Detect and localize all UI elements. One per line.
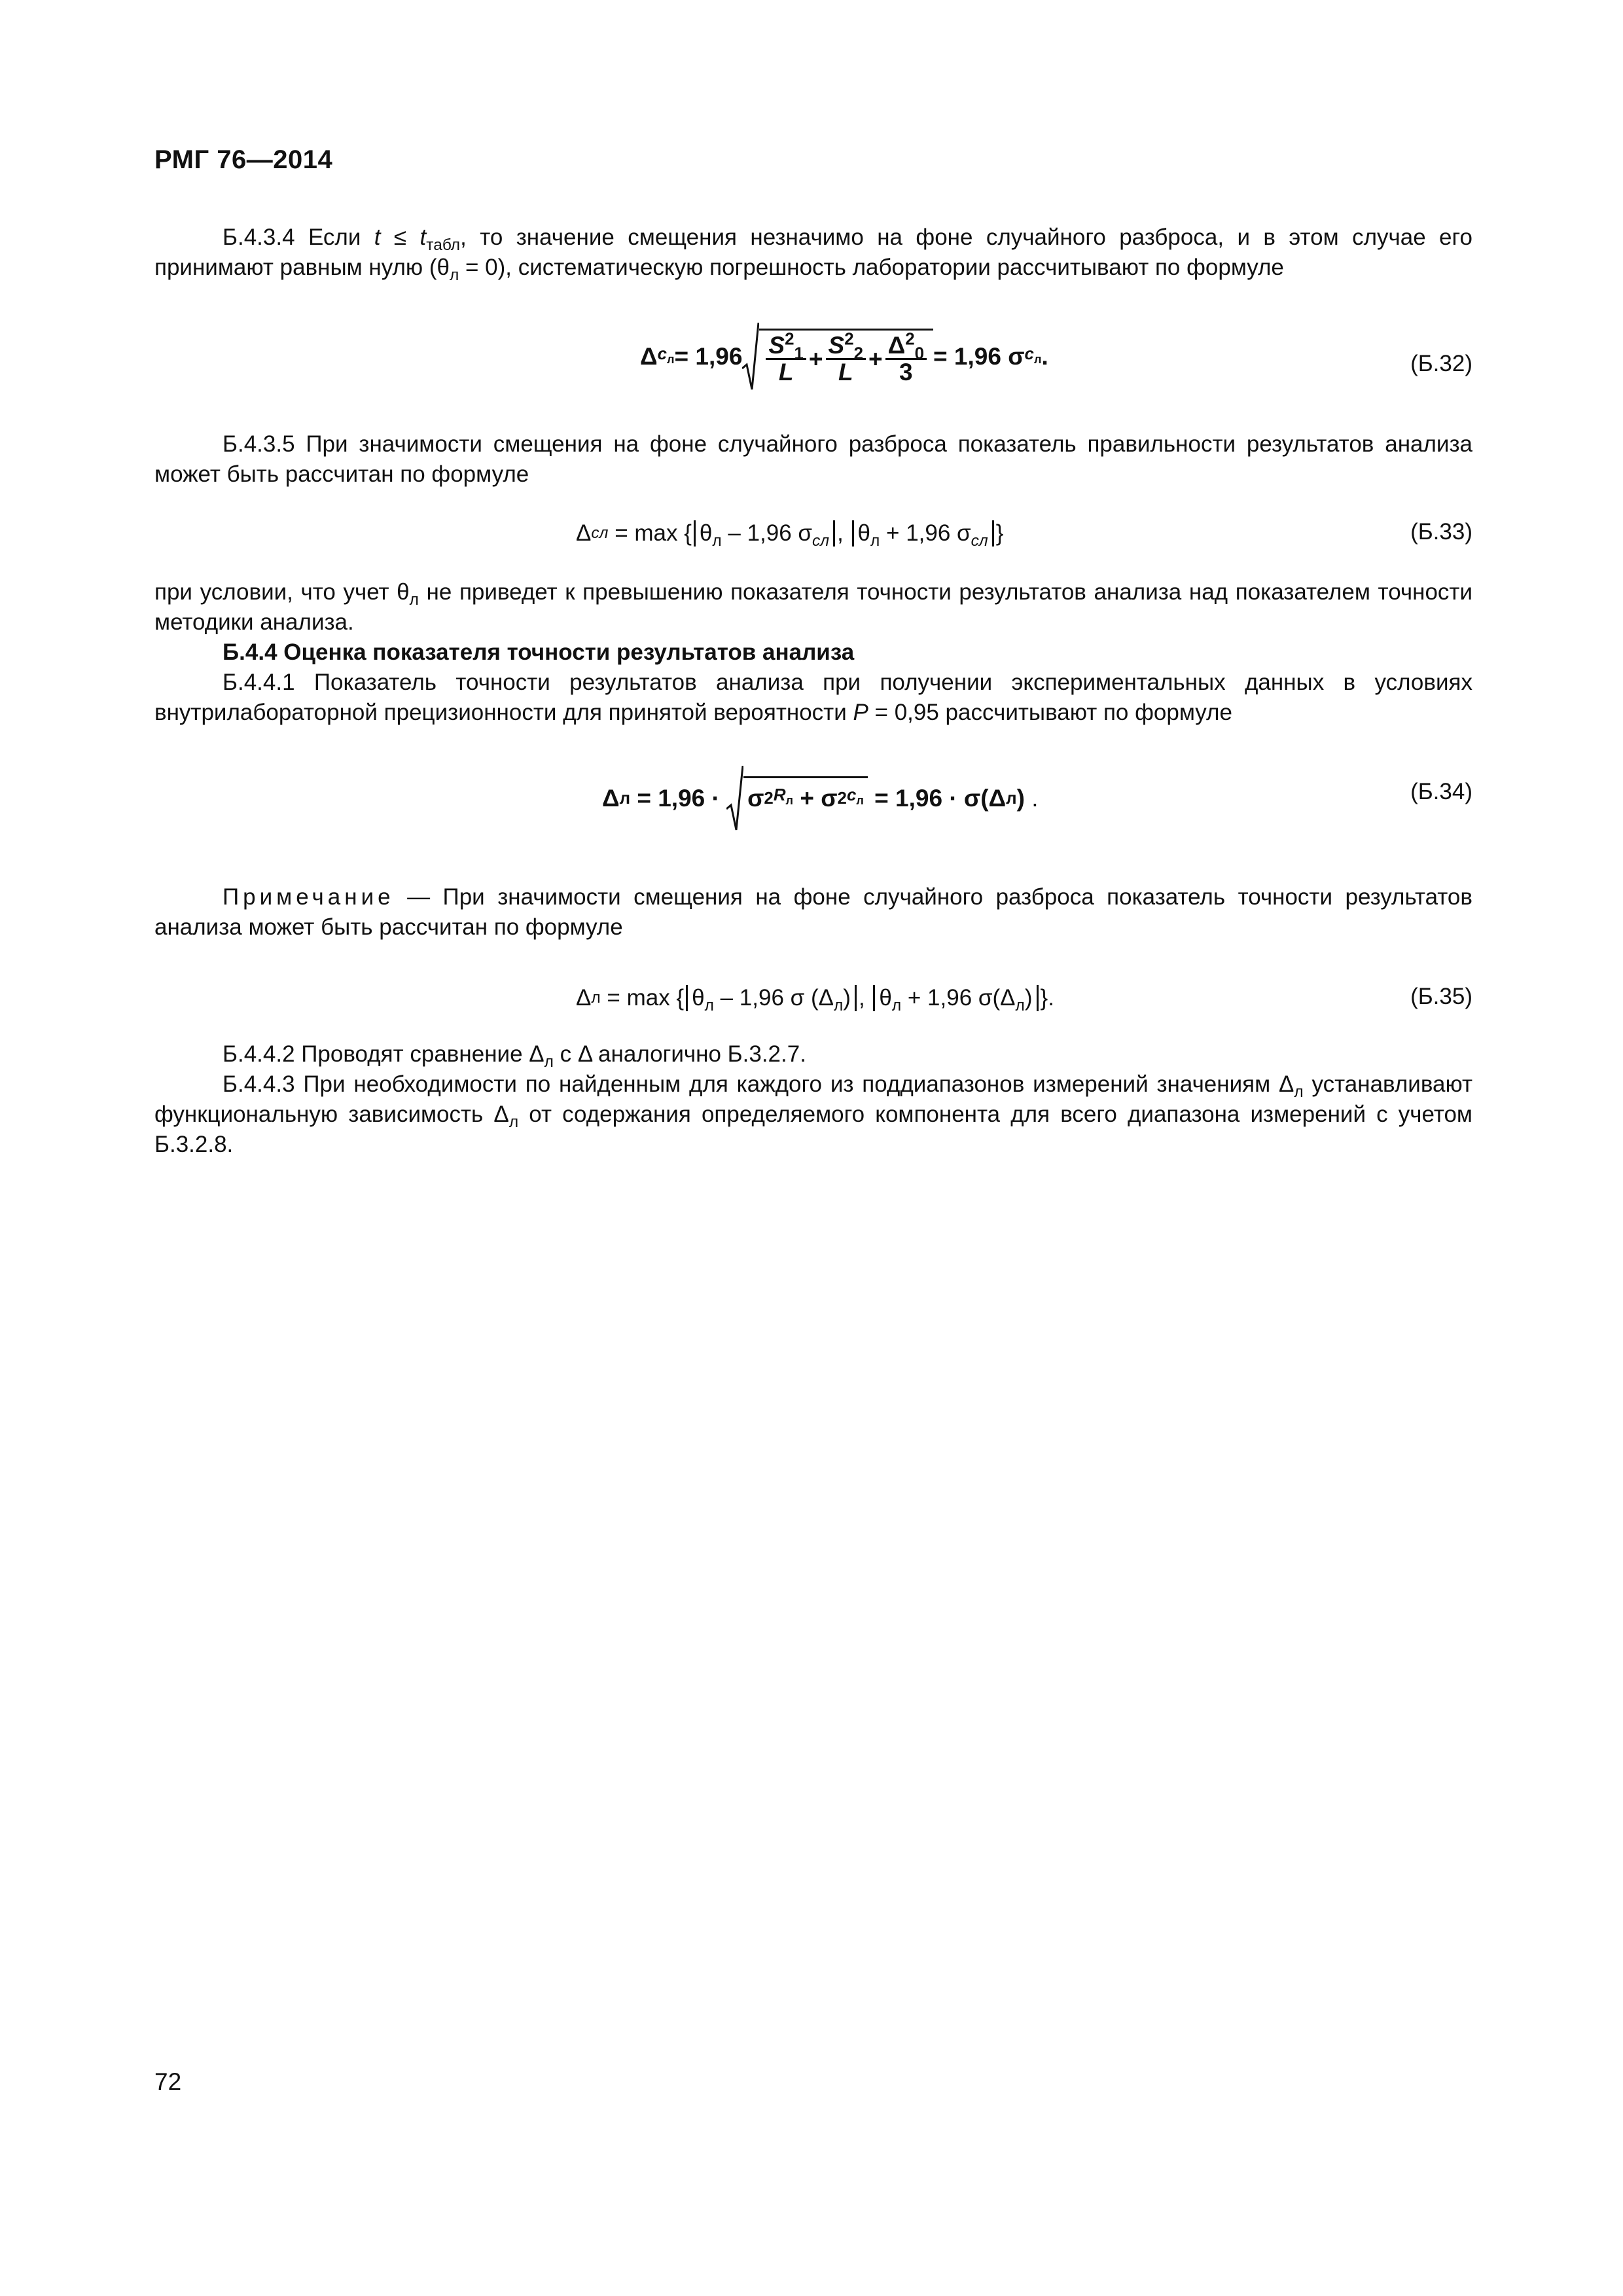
var-s: S: [828, 332, 845, 359]
formula-b34: Δ л = 1,96 · σ 2 $R_л$ + σ 2 $с_л$ = 1,96 · σ(Δ л ) .: [602, 759, 1039, 838]
equation-number-b33: (Б.33): [1410, 519, 1472, 545]
radicand: σ 2 $R_л$ + σ 2 $с_л$: [743, 776, 868, 821]
delta-symbol: Δ: [640, 343, 658, 370]
note-label: Примечание: [223, 884, 395, 910]
paragraph-b435: Б.4.3.5 При значимости смещения на фоне случайного разброса показатель правильности результатов анализа может быть рассчитан по формуле: [154, 431, 1472, 487]
max-open: = max {: [608, 520, 692, 546]
subscript: л: [667, 353, 675, 367]
subscript: л: [544, 1053, 554, 1071]
radical-icon: [726, 766, 743, 831]
document-header: РМГ 76—2014: [154, 145, 333, 174]
text-run: + 1,96 σ(Δ: [901, 985, 1016, 1011]
subscript: л: [712, 532, 722, 550]
radicand: [759, 329, 933, 385]
delta-symbol: Δ: [576, 520, 592, 546]
delta-symbol: Δ: [602, 785, 620, 812]
equation-number-b35: (Б.35): [1410, 984, 1472, 1009]
delta-symbol: Δ: [887, 332, 906, 359]
var-s: S: [768, 332, 785, 359]
paren-close: ): [1016, 785, 1025, 812]
fraction: [766, 330, 806, 386]
subscript: 2: [853, 344, 864, 363]
fraction: [826, 330, 866, 386]
subscript: 1: [794, 344, 804, 363]
plus-sign: +: [868, 345, 883, 372]
paragraph-b443: [154, 1069, 1472, 1160]
max-open: = max {: [600, 985, 685, 1011]
subscript: табл: [426, 236, 461, 254]
paren-close: ): [1024, 985, 1033, 1011]
text-run: — При значимости смещения на фоне случайного разброса показатель точности результатов анализа может быть рассчитан по формуле: [154, 884, 1472, 940]
subscript: л: [1015, 997, 1025, 1014]
superscript: 2: [785, 330, 794, 349]
abs-term-2: [852, 520, 994, 550]
period: .: [1024, 785, 1039, 812]
subscript: с: [657, 344, 667, 363]
subscript: сл: [812, 532, 830, 550]
paragraph-b441: [154, 668, 1472, 728]
max-close: }: [995, 520, 1004, 546]
radical-icon: [742, 323, 759, 391]
text-run: Б.4.4.1 Показатель точности результатов анализа при получении экспериментальных данных в условиях внутрилабораторной прецизионности для принятой вероятности: [154, 670, 1472, 725]
paragraph-b434: [154, 223, 1472, 283]
sqrt-sign: [726, 766, 868, 831]
comma: ,: [837, 520, 850, 546]
equals-coef: = 1,96 ·: [630, 785, 727, 812]
text-run: Б.4.4.3 При необходимости по найденным для каждого из поддиапазонов измерений значениям Δ: [223, 1071, 1294, 1097]
text-run: – 1,96 σ (Δ: [713, 985, 834, 1011]
delta-symbol: Δ: [576, 985, 592, 1011]
text-run: = 0), систематическую погрешность лаборатории рассчитывают по формуле: [459, 255, 1284, 280]
theta-symbol: θ: [699, 520, 713, 546]
paragraph-b442: [154, 1039, 1472, 1069]
paren-close: ): [843, 985, 851, 1011]
abs-term-2: [873, 985, 1038, 1014]
subscript: л: [508, 1113, 519, 1131]
note-paragraph: [154, 882, 1472, 942]
text-run: – 1,96 σ: [721, 520, 813, 546]
text-run: ≤: [380, 224, 420, 250]
subscript: л: [704, 997, 714, 1014]
subscript: л: [409, 591, 419, 609]
superscript: 2: [844, 330, 854, 349]
text-run: устанавливают функциональную зависимость Δ: [154, 1071, 1472, 1127]
text-run: Б.4.3.4 Если: [223, 224, 374, 250]
subscript: с: [1024, 344, 1034, 363]
formula-b32: [640, 321, 1048, 393]
formula-b35: Δ л = max { $\theta_л - 1,96$ σ $(\Delta_л)$ , $\theta_л + 1,96$ $\sigma(\Delta_л)$ }.: [576, 985, 1054, 1014]
var-t: t: [374, 224, 381, 250]
abs-term-1: [686, 985, 857, 1014]
formula-b33: Δ сл = max { $\theta_л - 1,96$ $\sigma_{сл}$ , $\theta_л + 1,96$ $\sigma_{сл}$ }: [576, 520, 1004, 550]
equation-number-b32: (Б.32): [1410, 351, 1472, 376]
subscript: 0: [914, 344, 925, 363]
rhs: = 1,96 σ: [933, 343, 1025, 370]
equals-coef: = 1,96: [674, 343, 743, 370]
subscript: л: [1294, 1083, 1304, 1101]
text-run: , то значение смещения незначимо на фоне случайного разброса, и в этом случае его принимают равным нулю (θ: [154, 224, 1472, 280]
var-t-tabl: t: [419, 224, 427, 250]
denominator: L: [838, 359, 853, 386]
theta-symbol: θ: [692, 985, 705, 1011]
subscript: л: [1033, 353, 1042, 367]
subscript: сл: [971, 532, 988, 550]
fraction: [885, 330, 927, 386]
subscript: л: [870, 532, 880, 550]
sigma-symbol: σ: [747, 784, 764, 812]
var-p: P: [853, 700, 868, 725]
text-run: при условии, что учет θ: [154, 579, 410, 605]
denominator: L: [778, 359, 794, 386]
subscript: с: [846, 786, 857, 805]
equation-number-b34: (Б.34): [1410, 779, 1472, 804]
abs-term-1: [694, 520, 835, 550]
subscript: л: [891, 997, 902, 1014]
plus-sign: +: [808, 345, 823, 372]
denominator: 3: [899, 359, 913, 386]
superscript: 2: [905, 330, 915, 349]
text-run: с Δ аналогично Б.3.2.7.: [553, 1041, 806, 1067]
section-heading-b44: Б.4.4 Оценка показателя точности результатов анализа: [223, 639, 855, 665]
plus-sigma: + σ: [793, 784, 838, 812]
subscript: л: [856, 794, 864, 808]
text-run: от содержания определяемого компонента для всего диапазона измерений с учетом Б.3.2.8.: [154, 1102, 1472, 1157]
sqrt-sign: [742, 323, 933, 391]
text-run: + 1,96 σ: [880, 520, 971, 546]
page-number: 72: [154, 2068, 182, 2095]
subscript: л: [834, 997, 844, 1014]
text-run: не приведет к превышению показателя точности результатов анализа над показателем точности методики анализа.: [154, 579, 1472, 635]
period: .: [1041, 343, 1048, 370]
comma: ,: [858, 985, 872, 1011]
theta-symbol: θ: [857, 520, 871, 546]
rhs: = 1,96 · σ(Δ: [867, 785, 1007, 812]
text-run: Б.4.4.2 Проводят сравнение Δ: [223, 1041, 544, 1067]
subscript: R: [773, 786, 786, 805]
text-run: = 0,95 рассчитывают по формуле: [868, 700, 1232, 725]
max-close: }.: [1040, 985, 1054, 1011]
paragraph-condition: [154, 577, 1472, 637]
theta-symbol: θ: [879, 985, 892, 1011]
subscript: л: [785, 794, 794, 808]
subscript: л: [449, 266, 459, 284]
